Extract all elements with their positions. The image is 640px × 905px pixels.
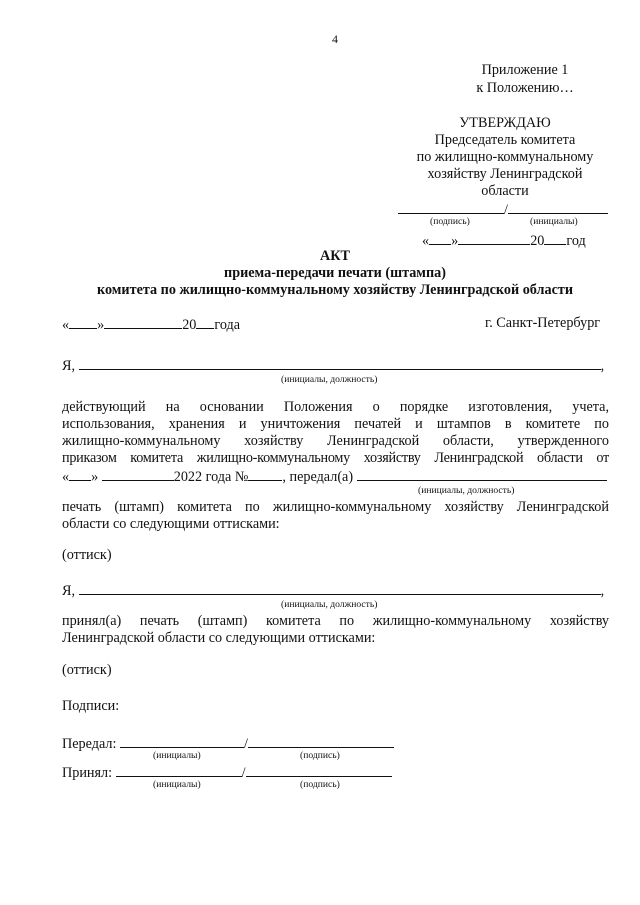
ya-line-2 [62, 581, 604, 600]
handed-initials-line [120, 734, 244, 748]
handed-label: Передал: [62, 736, 117, 752]
ya-caption-1: (инициалы, должность) [281, 374, 378, 385]
approval-line-2: по жилищно-коммунальному [416, 149, 594, 165]
body-caption: (инициалы, должность) [418, 485, 515, 496]
order-year: 2022 года № [173, 469, 249, 485]
order-number-line [248, 467, 282, 481]
received-row [62, 763, 392, 782]
signatures-title: Подписи: [62, 698, 120, 714]
body-p2-line-2: области со следующими оттисками: [62, 516, 280, 532]
order-date-open: « [62, 469, 70, 485]
received-initials-line [116, 763, 242, 777]
handed-row [62, 734, 394, 753]
date-close-quote: » [97, 317, 105, 333]
city: г. Санкт-Петербург [485, 315, 601, 331]
day-line [69, 315, 97, 329]
order-date-close: » [91, 469, 99, 485]
ya-comma: , [600, 583, 605, 599]
date-open-quote: « [62, 317, 70, 333]
received-sign-label: (подпись) [300, 779, 340, 790]
slash: / [504, 202, 508, 218]
ya-prefix: Я, [62, 583, 76, 599]
body-p2-line-1: печать (штамп) комитета по жилищно-коммунальному хозяйству Ленинградской [62, 499, 609, 515]
received-signature-line [246, 763, 392, 777]
accepted-line-1: принял(а) печать (штамп) комитета по жилищно-коммунальному хозяйству [62, 613, 609, 629]
ya-caption-2: (инициалы, должность) [281, 599, 378, 610]
day-line [429, 231, 451, 245]
year-line [196, 315, 214, 329]
act-subtitle: приема-передачи печати (штампа) [224, 265, 446, 281]
accepted-line-2: Ленинградской области со следующими оттисками: [62, 630, 376, 646]
handed-sign-label: (подпись) [300, 750, 340, 761]
appendix-line-1: Приложение 1 [481, 62, 569, 78]
date-close-quote: » [451, 233, 459, 249]
order-day-line [69, 467, 91, 481]
received-label: Принял: [62, 765, 113, 781]
approval-line-1: Председатель комитета [434, 132, 576, 148]
body-line-2: использования, хранения и уничтожения печатей и штампов в комитете по [62, 416, 609, 432]
year-prefix: 20 [530, 233, 545, 249]
ya-fill-line [79, 581, 601, 595]
handed-signature-line [248, 734, 394, 748]
handed-initials-label: (инициалы) [153, 750, 201, 761]
year-suffix: года [214, 317, 241, 333]
handed-over-line [357, 467, 607, 481]
handed-over-label: , передал(а) [282, 469, 354, 485]
approval-line-4: области [481, 183, 529, 199]
date-open-quote: « [422, 233, 430, 249]
act-title: АКТ [320, 248, 350, 264]
approval-title: УТВЕРЖДАЮ [459, 115, 551, 131]
imprint-1: (оттиск) [62, 547, 112, 563]
month-line [458, 231, 530, 245]
month-line [104, 315, 182, 329]
approval-initials-label: (инициалы) [530, 216, 578, 227]
approval-line-3: хозяйству Ленинградской [427, 166, 583, 182]
act-committee: комитета по жилищно-коммунальному хозяйству Ленинградской области [96, 282, 574, 298]
slash: / [241, 765, 246, 781]
ya-line-1 [62, 356, 604, 375]
body-line-4: приказом комитета жилищно-коммунальному хозяйству Ленинградской области от [62, 450, 609, 466]
body-line-5 [62, 467, 607, 486]
imprint-2: (оттиск) [62, 662, 112, 678]
act-date [62, 315, 240, 334]
year-prefix: 20 [182, 317, 197, 333]
ya-fill-line [79, 356, 601, 370]
approval-sign-label: (подпись) [430, 216, 470, 227]
ya-prefix: Я, [62, 358, 76, 374]
appendix-line-2: к Положению… [476, 80, 574, 96]
received-initials-label: (инициалы) [153, 779, 201, 790]
ya-comma: , [600, 358, 605, 374]
year-line [544, 231, 566, 245]
body-line-1: действующий на основании Положения о порядке изготовления, учета, [62, 399, 609, 415]
approval-initials-line [508, 200, 608, 214]
approval-signature-line [398, 200, 504, 214]
year-suffix: год [566, 233, 586, 249]
order-month-line [102, 467, 174, 481]
slash: / [243, 736, 248, 752]
page-number: 4 [332, 32, 338, 46]
body-line-3: жилищно-коммунальному хозяйству Ленинградской области, утвержденного [62, 433, 609, 449]
